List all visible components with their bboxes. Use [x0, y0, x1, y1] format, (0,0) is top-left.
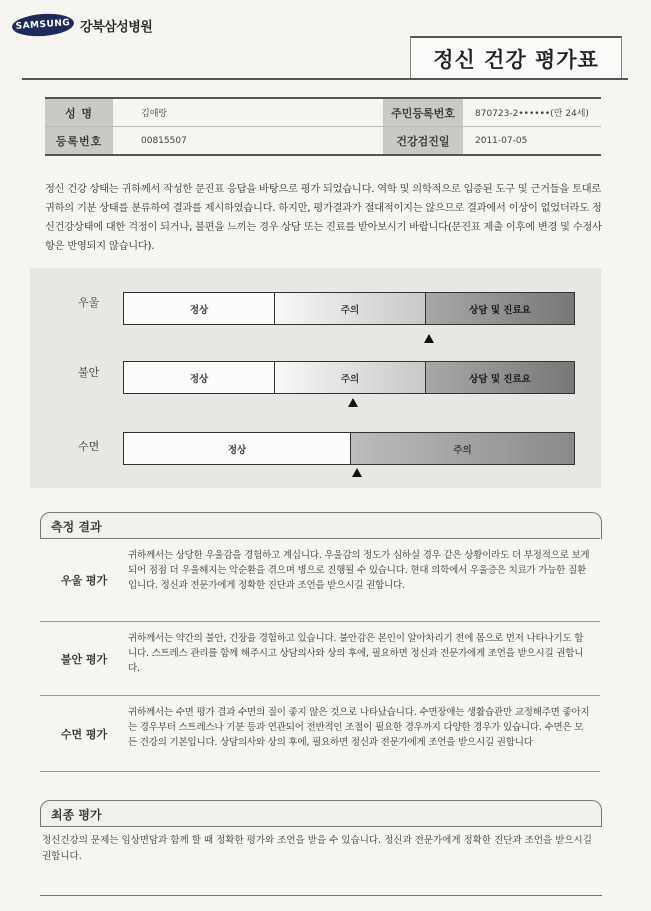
result-label: 수면 평가: [60, 727, 108, 741]
result-label: 불안 평가: [60, 652, 108, 666]
gauge-bar-sleep: [123, 432, 575, 465]
title-divider: [22, 78, 628, 80]
segment-normal: 정상: [124, 362, 274, 393]
registration-label: 등록번호: [45, 127, 113, 154]
hospital-logo: [12, 14, 152, 36]
title-box: [410, 36, 622, 80]
final-section-header: [40, 800, 602, 827]
marker-anxiety: [348, 398, 358, 407]
result-label: 우울 평가: [60, 574, 108, 587]
segment-caution: 주의: [274, 362, 425, 393]
name-label: 성 명: [45, 99, 113, 126]
segment-consult: 상담 및 진료요: [425, 362, 574, 393]
segment-consult: 상담 및 진료요: [425, 293, 574, 324]
intro-paragraph: 정신 건강 상태는 귀하께서 작성한 문진표 응답을 바탕으로 평가 되었습니다. 역학 및 의학적으로 입증된 도구 및 근거들을 토대로 귀하의 기분 상태를 분류하여 결과를 제시하였습니다. 하지만, 평가결과가 절대적이지는 않으므로 결과에서 이상이 없었더라도 정신건강상태에 대한 걱정이 되거나, 불편을 느끼는 경우 상담 또는 진료를 받아보시기 바랍니다(문진표 제출 이후에 변경 및 수정사항은 반영되지 않습니다).: [45, 184, 602, 252]
gauge-label-depression: 우울: [78, 296, 100, 309]
patient-info-table: [45, 97, 601, 156]
segment-normal: 정상: [124, 433, 350, 464]
checkup-date-value: 2011-07-05: [475, 135, 528, 146]
rrn-value: 870723-2••••••(만 24세): [475, 109, 589, 119]
gauge-panel: [30, 268, 601, 488]
result-row-anxiety: [40, 622, 600, 696]
name-value: 김애랑: [141, 109, 168, 119]
registration-value: 00815507: [141, 135, 187, 146]
samsung-logo: SAMSUNG: [11, 12, 74, 38]
info-row-name: [45, 99, 601, 126]
results-section-header: [40, 512, 602, 539]
marker-sleep: [352, 468, 362, 477]
hospital-name: 강북삼성병원: [80, 19, 153, 35]
marker-depression: [424, 334, 434, 343]
gauge-bar-anxiety: [123, 361, 575, 394]
segment-caution: 주의: [350, 433, 574, 464]
segment-caution: 주의: [274, 293, 425, 324]
result-text: 귀하께서는 약간의 불안, 긴장을 경험하고 있습니다. 불안감은 본인이 알아차리기 전에 몸으로 먼저 나타나기도 합니다. 스트레스 관리를 함께 해주시고 상담의사와 상의 후에, 필요하면 정신과 전문가에게 조언을 받으시길 권합니다.: [128, 633, 584, 674]
result-row-sleep: [40, 696, 600, 772]
gauge-label-sleep: 수면: [78, 440, 100, 453]
results-table: [40, 538, 600, 772]
result-row-depression: [40, 539, 600, 622]
checkup-date-label: 건강검진일: [383, 127, 463, 154]
gauge-label-anxiety: 불안: [78, 366, 100, 379]
info-row-registration: [45, 126, 601, 154]
final-assessment-text: 정신건강의 문제는 임상면담과 함께 할 때 정확한 평가와 조언을 받을 수 있습니다. 정신과 전문가에게 정확한 진단과 조언을 받으시길 권합니다.: [40, 826, 602, 896]
page-title: 정신 건강 평가표: [433, 48, 599, 72]
result-text: 귀하께서는 수면 평가 결과 수면의 질이 좋지 않은 것으로 나타났습니다. 수면장애는 생활습관만 교정해주면 좋아지는 경우부터 스트레스나 기분 등과 연관되어 전반적인 조절이 필요한 경우까지 다양한 경우가 있습니다. 수면은 모든 건강의 기본입니다. 상담의사와 상의 후에, 필요하면 정신과 전문가에게 조언을 받으시길 권합니다: [128, 707, 590, 748]
results-heading: 측정 결과: [51, 520, 102, 534]
segment-normal: 정상: [124, 293, 274, 324]
final-heading: 최종 평가: [51, 808, 102, 822]
result-text: 귀하께서는 상당한 우울감을 경험하고 계십니다. 우울감의 정도가 심하실 경우 같은 상황이라도 더 부정적으로 보게 되어 점점 더 우울해지는 악순환을 겪으며 병으로 진행될 수 있습니다. 현대 의학에서 우울증은 치료가 가능한 질환입니다. 정신과 전문가에게 정확한 진단과 조언을 받으시길 권합니다.: [128, 550, 590, 591]
gauge-bar-depression: [123, 292, 575, 325]
rrn-label: 주민등록번호: [383, 99, 463, 126]
